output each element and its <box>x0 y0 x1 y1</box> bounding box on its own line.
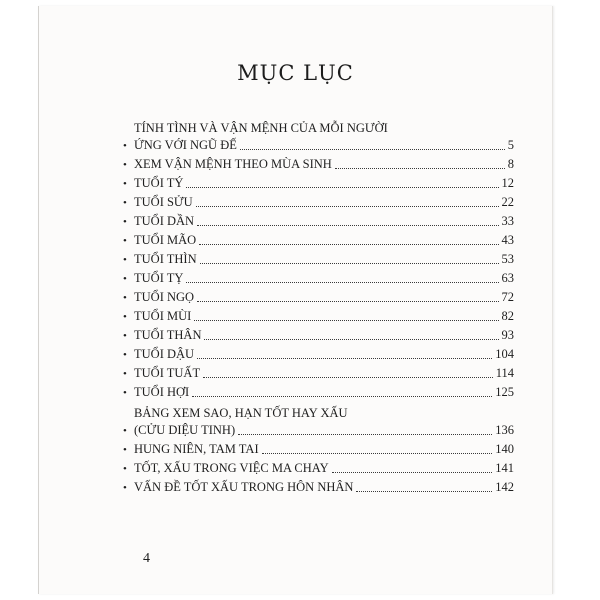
dot-leader <box>197 301 498 302</box>
dot-leader <box>194 320 498 321</box>
dot-leader <box>356 491 492 492</box>
toc-entry-page: 63 <box>501 271 514 285</box>
toc-entry <box>123 382 514 401</box>
toc-entry-title: HUNG NIÊN, TAM TAI <box>134 442 259 456</box>
book-page <box>38 6 553 594</box>
toc-entry-page: 5 <box>507 138 514 152</box>
toc-entry-title: TUỔI SỬU <box>134 195 193 209</box>
dot-leader <box>203 377 493 378</box>
toc-entry-title: VẤN ĐỀ TỐT XẤU TRONG HÔN NHÂN <box>134 480 354 494</box>
page-number: 4 <box>143 551 150 566</box>
bullet-icon: • <box>123 349 127 361</box>
toc-entry-title-line: BẢNG XEM SAO, HẠN TỐT HAY XẤU <box>134 406 348 420</box>
bullet-icon: • <box>123 197 127 209</box>
dot-leader <box>197 225 498 226</box>
toc-entry-page: 12 <box>501 176 514 190</box>
toc-entry <box>123 249 514 268</box>
toc-entry-title-line: TÍNH TÌNH VÀ VẬN MỆNH CỦA MỖI NGƯỜI <box>134 121 388 135</box>
toc-entry-title: (CỬU DIỆU TINH) <box>134 423 236 437</box>
dot-leader <box>200 263 499 264</box>
toc-entry-page: 114 <box>495 366 514 380</box>
toc-entry-title: TUỔI DẬU <box>134 347 195 361</box>
toc-entry-title: TUỔI NGỌ <box>134 290 195 304</box>
toc-entry-page: 142 <box>495 480 514 494</box>
bullet-icon: • <box>123 254 127 266</box>
toc-entry <box>123 230 514 249</box>
dot-leader <box>186 282 498 283</box>
bullet-icon: • <box>123 140 127 152</box>
toc-entry <box>123 154 514 173</box>
dot-leader <box>197 358 492 359</box>
dot-leader <box>196 206 499 207</box>
bullet-icon: • <box>123 216 127 228</box>
toc-entry-title: TUỔI MÃO <box>134 233 197 247</box>
dot-leader <box>186 187 498 188</box>
toc-entry-page: 72 <box>501 290 514 304</box>
table-of-contents <box>123 116 514 496</box>
dot-leader <box>192 396 492 397</box>
toc-entry <box>123 477 514 496</box>
dot-leader <box>240 149 505 150</box>
dot-leader <box>199 244 498 245</box>
bullet-icon: • <box>123 311 127 323</box>
bullet-icon: • <box>123 368 127 380</box>
toc-entry-page: 140 <box>495 442 514 456</box>
toc-entry <box>123 306 514 325</box>
toc-entry-page: 43 <box>501 233 514 247</box>
bullet-icon: • <box>123 482 127 494</box>
toc-entry-page: 141 <box>495 461 514 475</box>
bullet-icon: • <box>123 444 127 456</box>
dot-leader <box>335 168 505 169</box>
dot-leader <box>332 472 493 473</box>
toc-entry-title: TUỔI THÌN <box>134 252 197 266</box>
toc-entry <box>123 401 514 439</box>
bullet-icon: • <box>123 273 127 285</box>
toc-entry <box>123 439 514 458</box>
toc-entry-page: 104 <box>495 347 514 361</box>
toc-entry-title: TUỔI TUẤT <box>134 366 201 380</box>
toc-entry-page: 136 <box>495 423 514 437</box>
toc-entry <box>123 287 514 306</box>
toc-entry-title: TUỔI THÂN <box>134 328 202 342</box>
toc-entry <box>123 211 514 230</box>
toc-entry-title: TUỔI MÙI <box>134 309 192 323</box>
toc-entry <box>123 192 514 211</box>
toc-entry <box>123 363 514 382</box>
toc-entry-page: 22 <box>501 195 514 209</box>
toc-entry-page: 8 <box>507 157 514 171</box>
toc-entry <box>123 268 514 287</box>
bullet-icon: • <box>123 235 127 247</box>
bullet-icon: • <box>123 330 127 342</box>
toc-entry-title: XEM VẬN MỆNH THEO MÙA SINH <box>134 157 332 171</box>
toc-entry <box>123 344 514 363</box>
toc-entry-title: TUỔI TỴ <box>134 271 184 285</box>
bullet-icon: • <box>123 292 127 304</box>
bullet-icon: • <box>123 178 127 190</box>
page-title: MỤC LỤC <box>237 61 354 85</box>
bullet-icon: • <box>123 463 127 475</box>
dot-leader <box>204 339 498 340</box>
toc-entry-page: 33 <box>501 214 514 228</box>
toc-entry-title: TỐT, XẤU TRONG VIỆC MA CHAY <box>134 461 329 475</box>
bullet-icon: • <box>123 159 127 171</box>
bullet-icon: • <box>123 425 127 437</box>
toc-entry-title: ỨNG VỚI NGŨ ĐẾ <box>134 138 237 152</box>
toc-entry-page: 125 <box>495 385 514 399</box>
toc-entry-page: 53 <box>501 252 514 266</box>
toc-entry <box>123 173 514 192</box>
toc-entry-title: TUỔI DẦN <box>134 214 195 228</box>
toc-entry-title: TUỔI TÝ <box>134 176 184 190</box>
toc-entry-title: TUỔI HỢI <box>134 385 190 399</box>
toc-entry-page: 93 <box>501 328 514 342</box>
bullet-icon: • <box>123 387 127 399</box>
dot-leader <box>238 434 492 435</box>
toc-entry <box>123 325 514 344</box>
toc-entry <box>123 458 514 477</box>
dot-leader <box>262 453 493 454</box>
toc-entry <box>123 116 514 154</box>
toc-entry-page: 82 <box>501 309 514 323</box>
